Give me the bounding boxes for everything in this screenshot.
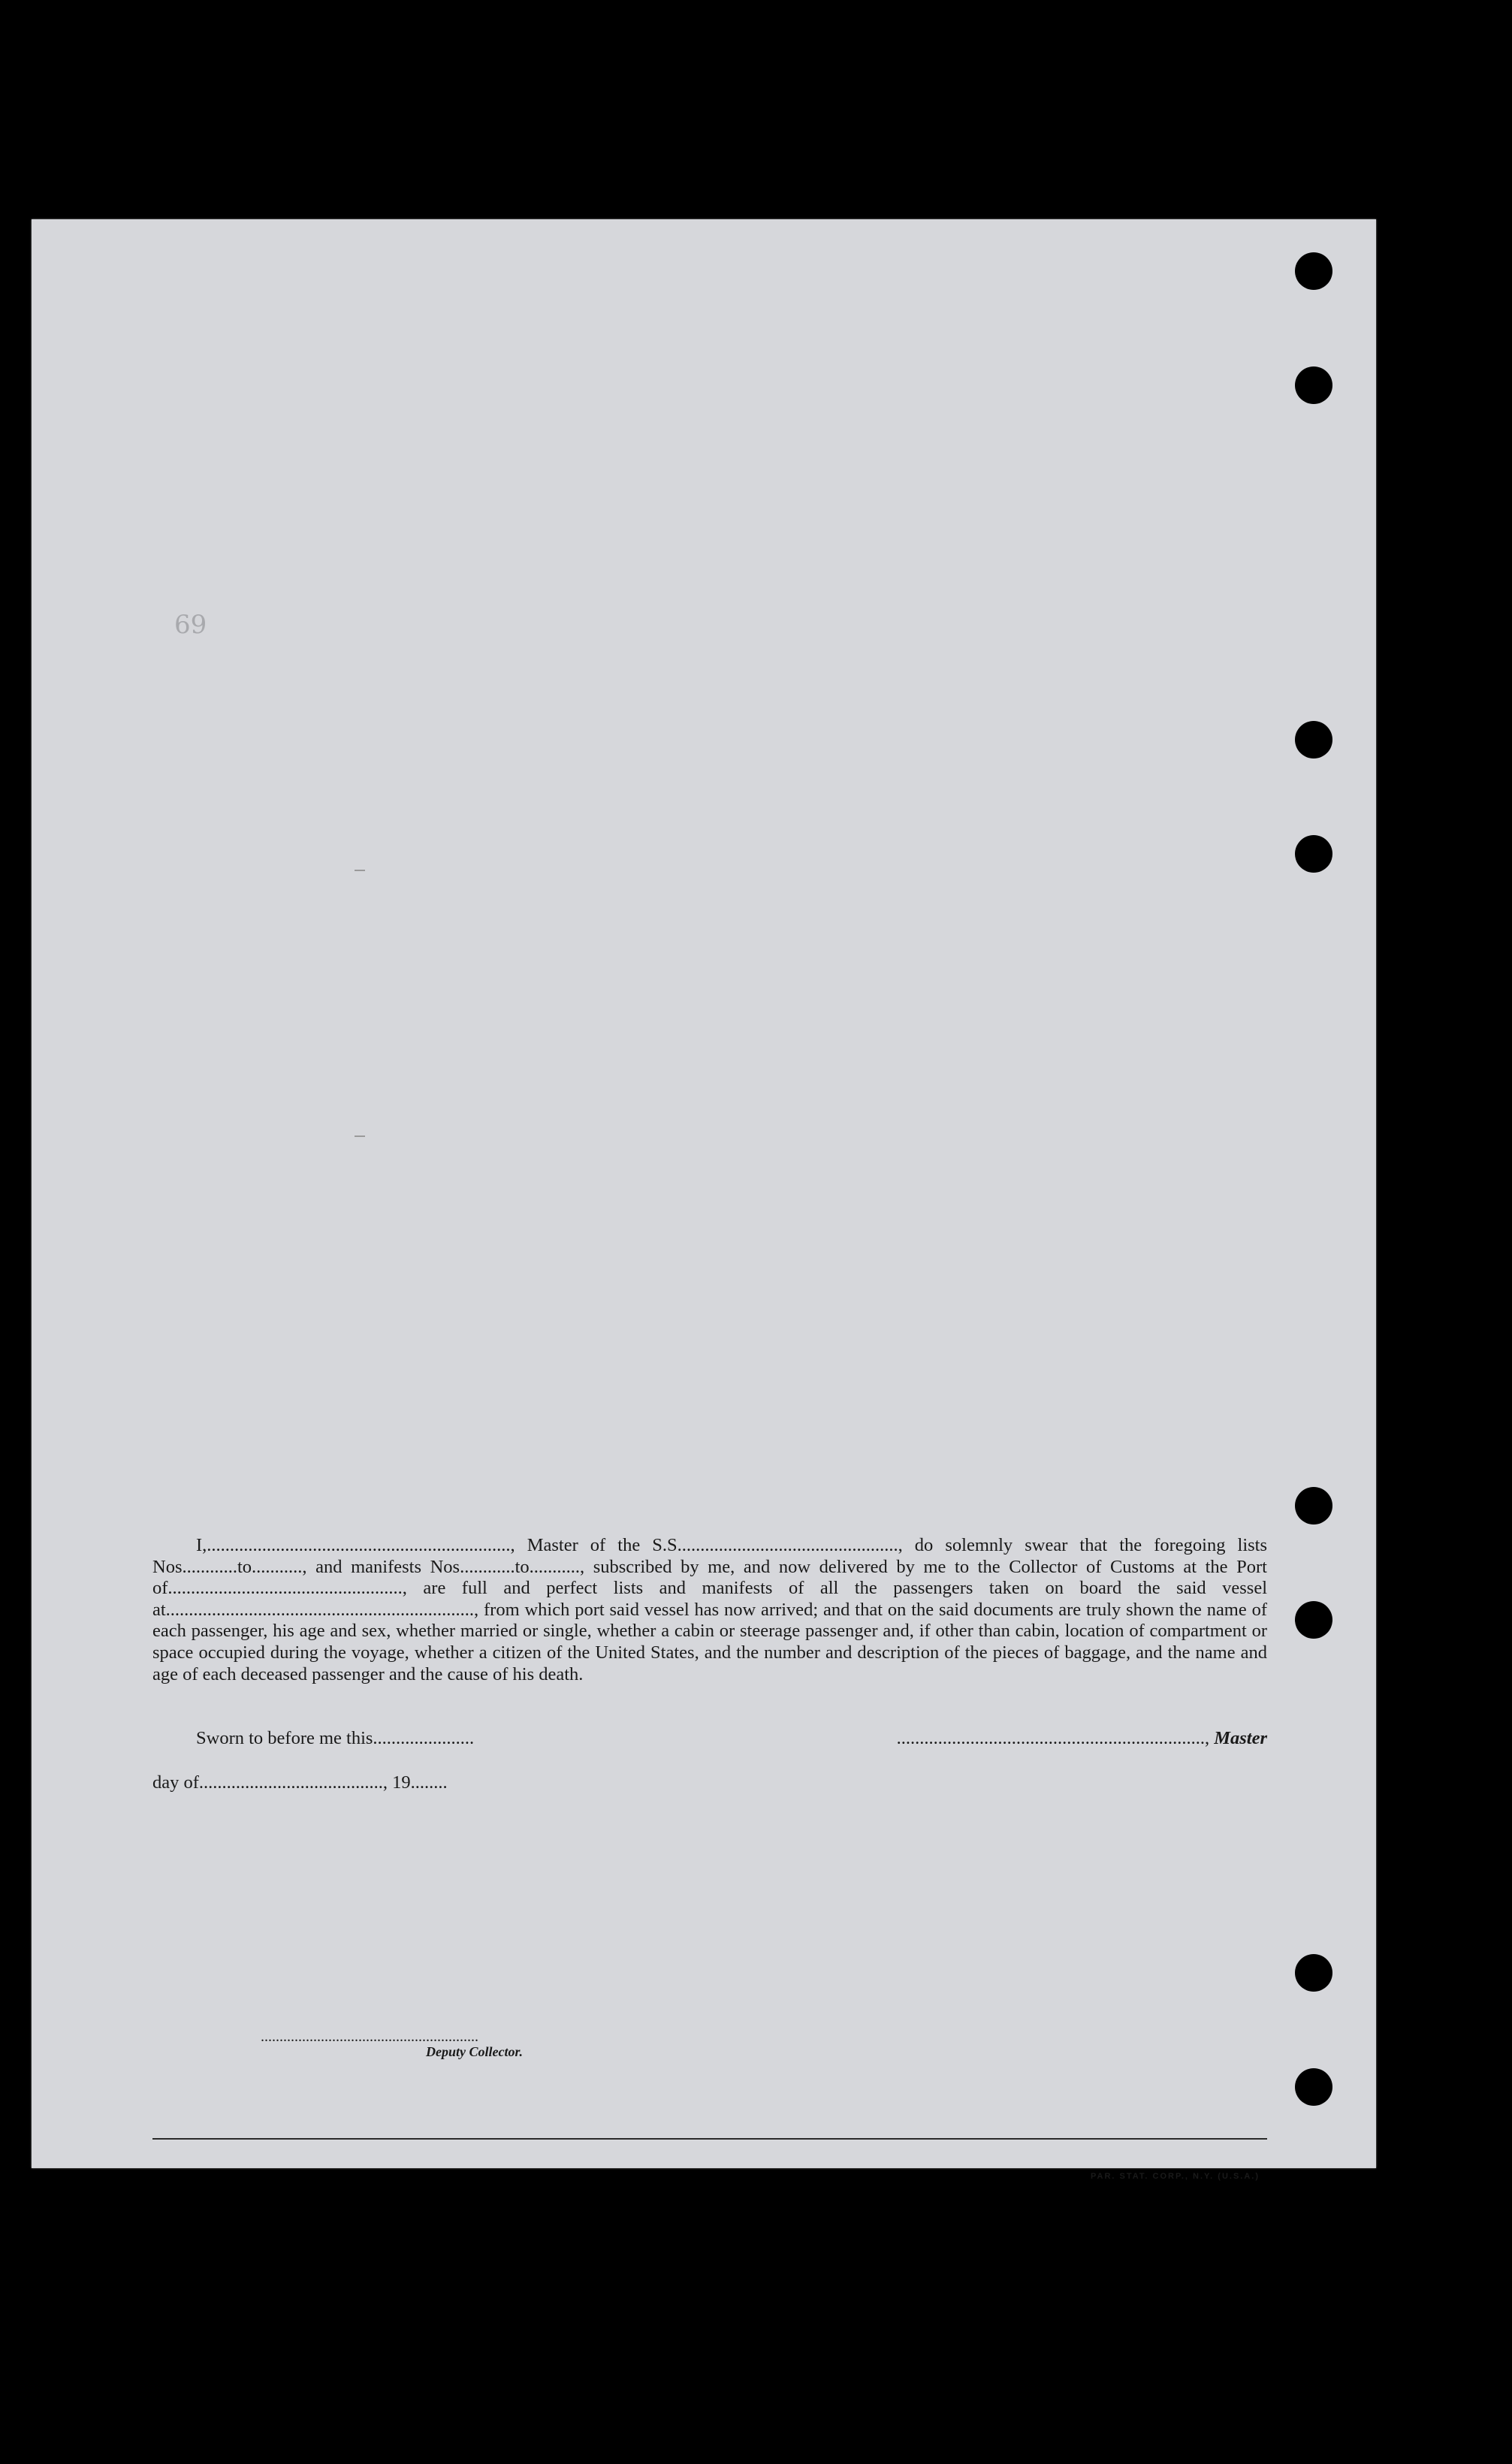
day-line: day of........................................, 19........	[152, 1772, 448, 1793]
sworn-line: Sworn to before me this......................	[196, 1728, 475, 1748]
master-signature	[813, 1728, 1267, 1749]
punch-hole	[1295, 835, 1332, 873]
punch-hole	[1295, 1954, 1332, 1992]
punch-hole	[1295, 2068, 1332, 2106]
faint-page-number: 69	[174, 610, 207, 640]
oath-paragraph	[152, 1535, 1267, 1685]
stray-mark	[355, 1135, 365, 1137]
punch-hole	[1295, 252, 1332, 290]
punch-hole	[1295, 366, 1332, 404]
stray-mark	[355, 870, 365, 871]
bottom-rule	[152, 2138, 1267, 2140]
oath-text: I,.................................................................., Master of the S.S................................................, do solemnly swear that the foregoing lists Nos............to..........., and manifests Nos............to..........., subscribed by me, and now delivered by me to the Collector of Customs at the Port of..................................................., are full and perfect lists and manifests of all the passengers taken on board the said vessel at..................................................................., from which port said vessel has now arrived; and that on the said documents are truly shown the name of each passenger, his age and sex, whether married or single, whether a cabin or steerage passenger and, if other than cabin, location of compartment or space occupied during the voyage, whether a citizen of the United States, and the number and description of the pieces of baggage, and the name and age of each deceased passenger and the cause of his death.	[152, 1535, 1267, 1684]
deputy-label: Deputy Collector.	[426, 2044, 523, 2059]
deputy-dots: ..........................................................	[261, 2028, 478, 2045]
punch-hole	[1295, 1601, 1332, 1639]
master-label: Master	[1214, 1728, 1267, 1748]
master-dots: ...................................................................,	[896, 1728, 1210, 1748]
deputy-collector-signature	[204, 2029, 535, 2060]
punch-hole	[1295, 1487, 1332, 1525]
punch-hole	[1295, 721, 1332, 759]
printer-mark: PAR. STAT. CORP., N.Y. (U.S.A.)	[1091, 2172, 1260, 2181]
manifest-page	[32, 219, 1376, 2181]
